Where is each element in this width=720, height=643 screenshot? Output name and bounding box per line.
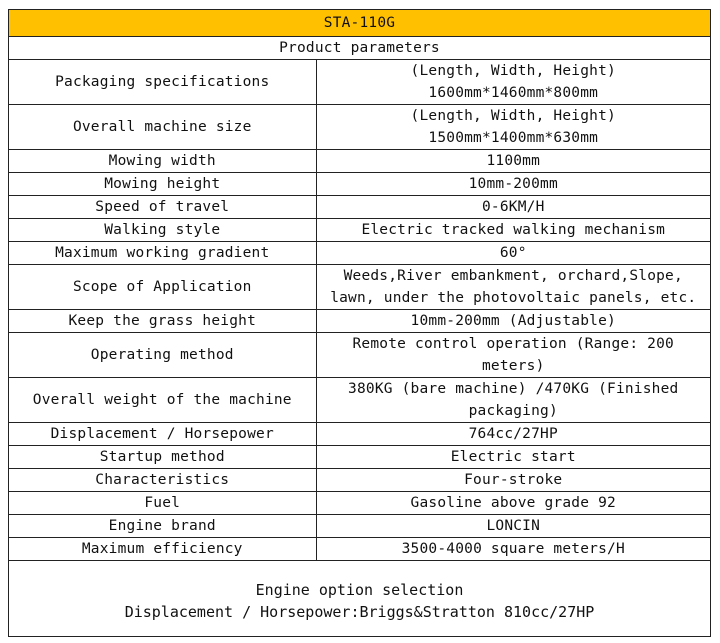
engine-option-footer xyxy=(9,579,710,623)
spec-value xyxy=(316,446,710,469)
spec-value-line: 10mm-200mm xyxy=(468,176,558,192)
spec-row xyxy=(9,423,710,446)
spec-label: Startup method xyxy=(9,446,316,469)
spec-row xyxy=(9,492,710,515)
spec-row xyxy=(9,173,710,196)
spec-label: Scope of Application xyxy=(9,265,316,310)
spec-value-line: Electric start xyxy=(450,449,576,465)
spec-value-line: 380KG (bare machine) /470KG (Finished xyxy=(348,381,679,397)
spec-value-line: 1100mm xyxy=(486,153,541,169)
spec-label: Displacement / Horsepower xyxy=(9,423,316,446)
engine-option-detail: Displacement / Horsepower:Briggs&Stratton 810cc/27HP xyxy=(124,603,595,621)
engine-option-heading: Engine option selection xyxy=(255,581,464,599)
spec-label: Overall machine size xyxy=(9,105,316,150)
section-header: Product parameters xyxy=(9,37,710,60)
spec-row xyxy=(9,538,710,561)
spec-value xyxy=(316,538,710,561)
spec-value-line: 764cc/27HP xyxy=(468,426,558,442)
spec-value xyxy=(316,333,710,378)
spec-row xyxy=(9,515,710,538)
spec-row xyxy=(9,333,710,378)
spec-row xyxy=(9,265,710,310)
spec-value-line: LONCIN xyxy=(486,518,541,534)
spec-label: Maximum efficiency xyxy=(9,538,316,561)
spec-label: Keep the grass height xyxy=(9,310,316,333)
spec-value-line: packaging) xyxy=(468,403,558,419)
spec-value-line: 0-6KM/H xyxy=(481,199,545,215)
spec-value-line: 60° xyxy=(499,245,527,261)
spec-value-line: Remote control operation (Range: 200 xyxy=(352,336,674,352)
spec-label: Engine brand xyxy=(9,515,316,538)
spec-value xyxy=(316,423,710,446)
spec-value xyxy=(316,196,710,219)
model-title: STA-110G xyxy=(9,10,710,37)
spec-label: Operating method xyxy=(9,333,316,378)
spec-label: Mowing width xyxy=(9,150,316,173)
spec-value-line: 10mm-200mm (Adjustable) xyxy=(410,313,616,329)
spec-table xyxy=(9,10,710,561)
spec-value-line: 1600mm*1460mm*800mm xyxy=(428,85,599,101)
spec-label: Fuel xyxy=(9,492,316,515)
spec-value xyxy=(316,378,710,423)
spec-row xyxy=(9,446,710,469)
spec-row xyxy=(9,196,710,219)
spec-label: Characteristics xyxy=(9,469,316,492)
spec-value-line: (Length, Width, Height) xyxy=(410,108,616,124)
spec-value xyxy=(316,242,710,265)
spec-value xyxy=(316,219,710,242)
spec-value-line: (Length, Width, Height) xyxy=(410,63,616,79)
spec-value-line: Gasoline above grade 92 xyxy=(410,495,616,511)
spec-value xyxy=(316,150,710,173)
spec-sheet xyxy=(8,9,711,637)
spec-value xyxy=(316,265,710,310)
spec-value xyxy=(316,515,710,538)
spec-row xyxy=(9,219,710,242)
spec-value-line: lawn, under the photovoltaic panels, etc. xyxy=(330,290,697,306)
spec-label: Walking style xyxy=(9,219,316,242)
spec-value-line: meters) xyxy=(481,358,545,374)
spec-value xyxy=(316,310,710,333)
spec-label: Speed of travel xyxy=(9,196,316,219)
spec-value xyxy=(316,492,710,515)
spec-value-line: 1500mm*1400mm*630mm xyxy=(428,130,599,146)
spec-value xyxy=(316,60,710,105)
spec-row xyxy=(9,310,710,333)
spec-label: Overall weight of the machine xyxy=(9,378,316,423)
spec-value xyxy=(316,173,710,196)
spec-value xyxy=(316,105,710,150)
title-row xyxy=(9,10,710,37)
spec-row xyxy=(9,378,710,423)
spec-row xyxy=(9,105,710,150)
spec-row xyxy=(9,242,710,265)
section-row xyxy=(9,37,710,60)
spec-row xyxy=(9,60,710,105)
spec-row xyxy=(9,150,710,173)
spec-row xyxy=(9,469,710,492)
spec-value xyxy=(316,469,710,492)
spec-label: Packaging specifications xyxy=(9,60,316,105)
spec-value-line: 3500-4000 square meters/H xyxy=(401,541,625,557)
spec-label: Maximum working gradient xyxy=(9,242,316,265)
spec-value-line: Electric tracked walking mechanism xyxy=(361,222,666,238)
spec-label: Mowing height xyxy=(9,173,316,196)
spec-value-line: Weeds,River embankment, orchard,Slope, xyxy=(343,268,683,284)
spec-value-line: Four-stroke xyxy=(464,472,563,488)
